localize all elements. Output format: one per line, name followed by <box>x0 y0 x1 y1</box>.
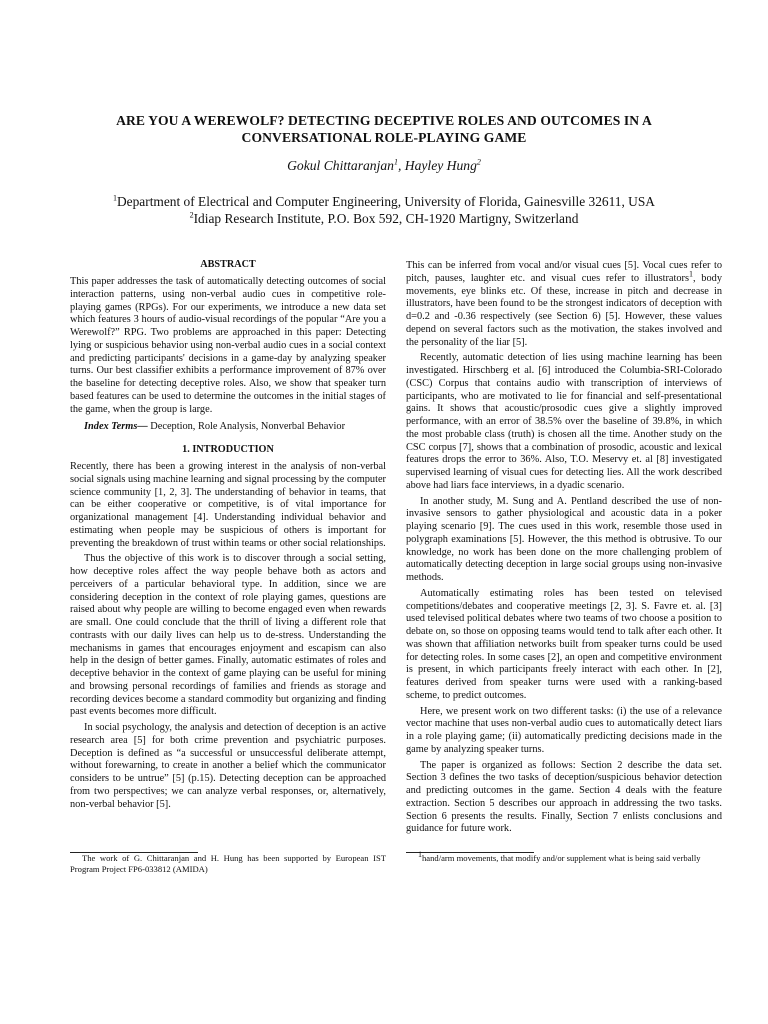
author-1: Gokul Chittaranjan <box>287 158 394 173</box>
paper-title: ARE YOU A WEREWOLF? DETECTING DECEPTIVE ROLES AND OUTCOMES IN A CONVERSATIONAL ROLE-PLAYING GAME <box>116 113 652 145</box>
affiliation-1-text: Department of Electrical and Computer Engineering, University of Florida, Gainesville 32611, USA <box>117 194 655 209</box>
right-paragraph-6: The paper is organized as follows: Section 2 describe the data set. Section 3 defines the two tasks of deception/suspicious behavior detection and predicting outcomes in the game. Section 4 deals with the feature extraction. Section 5 describes our approach in addressing the two tasks. Section 6 presents the results. Finally, Section 7 enlists conclusions and guidance for future work. <box>406 759 722 835</box>
author-2-mark: 2 <box>476 157 481 167</box>
affiliation-2 <box>40 210 728 227</box>
author-separator: , <box>397 158 405 173</box>
author-line <box>60 157 708 175</box>
right-column <box>406 260 722 836</box>
affiliation-2-mark: 2 <box>189 210 194 220</box>
index-terms-text: Deception, Role Analysis, Nonverbal Behavior <box>147 421 346 433</box>
abstract-heading: ABSTRACT <box>200 259 256 270</box>
right-paragraph-4: Automatically estimating roles has been tested on televised competitions/debates and cooperative meetings [2, 3]. S. Favre et. al. [3] used televised political debates where two teams of two choose a position to debate on, so those on opposing teams would tend to talk after each other. It was shown that affiliation networks built from speaker turns could be used for detecting roles. In some cases [2], an open and competitive environment is present, in which participants freely interact with each other. In [2], features derived from speaker turns were used with a ranking-based scheme, to predict outcomes. <box>406 587 722 701</box>
footnote-right-text: hand/arm movements, that modify and/or supplement what is being said verbally <box>422 853 701 863</box>
right-paragraph-5: Here, we present work on two different tasks: (i) the use of a relevance vector machine that uses non-verbal audio cues to automatically detect liars in a role playing game; (ii) automatically predicting decisions made in the game by analyzing speaker turns. <box>406 705 722 755</box>
author-2: Hayley Hung <box>404 158 477 173</box>
abstract-text: This paper addresses the task of automatically detecting outcomes of social interaction patterns, using non-verbal audio cues in competitive role-playing games (RPGs). For our experiments, we introduce a new data set which features 3 hours of audio-visual recordings of the popular “Are you a Werewolf?” RPG. Two problems are approached in this paper: Detecting lying or suspicious behavior using non-verbal audio cues in a social context and predicting participants' decisions in a game-day by analyzing speaker turns. Our best classifier exhibits a performance improvement of 87% over the baseline for detecting deceptive roles. Also, we show that speaker turn based features can be used to determine the outcomes in the initial stages of the game, when the group is large. <box>70 276 386 415</box>
right-paragraph-1-a: This can be inferred from vocal and/or visual cues [5]. Vocal cues refer to pitch, pauses, laughter etc. and visual cues refer to illustrators <box>406 260 722 284</box>
intro-paragraph-3: In social psychology, the analysis and detection of deception is an active research area [5] for both crime prevention and psychiatric purposes. Deception is defined as “a successful or unsuccessful deliberate attempt, without forewarning, to create in another a belief which the communicator considers to be untrue” [5] (p.15). Detecting deception can be approached from two perspectives; we can analyze verbal responses, or, alternatively, non-verbal behavior [5]. <box>70 722 386 810</box>
author-1-mark: 1 <box>393 157 398 167</box>
affiliations <box>40 193 728 227</box>
footnote-left-text: The work of G. Chittaranjan and H. Hung has been supported by European IST Program Project FP6-033812 (AMIDA) <box>70 853 386 874</box>
right-paragraph-1-b: , body movements, eye blinks etc. Of these, increase in pitch and decrease in illustrators, have been found to be the strongest indicators of deception with d=0.2 and -0.36 respectively (see Section 6) [5]. However, these values depend on several factors such as the motivation, the stakes involved and the personality of the liar [5]. <box>406 272 722 348</box>
index-terms <box>70 421 386 434</box>
index-terms-label: Index Terms— <box>84 421 148 433</box>
footnote-ref-1: 1 <box>689 269 694 279</box>
right-paragraph-1 <box>406 260 722 349</box>
intro-paragraph-1: Recently, there has been a growing interest in the analysis of non-verbal social signals using machine learning and signal processing by the computer science community [1, 2, 3]. The understanding of behavior in teams, that can be either cooperative or competitive, is of vital importance for organizational management [4]. Understanding individual behavior and estimating when people may be suspicious of others is important for preventing the breakdown of trust within teams or other social relationships. <box>70 461 386 549</box>
affiliation-1 <box>40 193 728 210</box>
footnote-right-mark: 1 <box>418 850 422 860</box>
footnote-right <box>406 850 722 864</box>
right-paragraph-3: In another study, M. Sung and A. Pentland described the use of non-invasive sensors to gather physiological and acoustic data in a poker playing scenario [9]. The cues used in this work, resemble those used in polygraph examinations [5]. However, the this method is obtrusive. To our knowledge, no work has been done on the more challenging problem of automatically detecting deception in large social groups using non-invasive methods. <box>406 495 722 583</box>
left-column <box>70 258 386 811</box>
affiliation-2-text: Idiap Research Institute, P.O. Box 592, CH-1920 Martigny, Switzerland <box>193 211 579 226</box>
footnote-left <box>70 853 386 874</box>
introduction-heading: 1. INTRODUCTION <box>182 444 274 455</box>
right-paragraph-2: Recently, automatic detection of lies using machine learning has been investigated. Hirschberg et al. [6] introduced the Columbia-SRI-Colorado (CSC) Corpus that contains audio with transcription of interviews of participants, who are motivated to lie for financial and self-presentational gains. It shows that acoustic/prosodic cues give a slightly improved performance, with an error of 38.5% over the baseline of 39.8%, in which the most probable class (truth) is chosen all the time. Another study on the CSC corpus [7], shows that a combination of prosodic, acoustic and lexical features drops the error to 36%. Also, T.O. Meservy et. al [8] investigated supervised learning of visual cues for detecting lies. All the work described above had liars face interviews, in a dyadic scenario. <box>406 352 722 491</box>
intro-paragraph-2: Thus the objective of this work is to discover through a social setting, how deceptive roles affect the way people behave both as actors and perceivers of a particular behavioral type. In addition, since we are considering deception in the context of role playing games, questions are raised about why people are willing to become engaged even when rewards are small. One could conclude that the thrill of living a different role that contrasts with our daily lives can help us to de-stress. Understanding the mechanisms in games that encourages enjoyment and escapism can also help in the design of better games. Finally, automatic estimates of roles and deceptive behavior in the context of game playing can be useful for mining and browsing personal recordings of families and friends as storage and recording devices become a standard commodity but organizing and finding past events becomes more difficult. <box>70 553 386 718</box>
footnote-right-para <box>406 850 722 864</box>
affiliation-1-mark: 1 <box>113 193 117 203</box>
